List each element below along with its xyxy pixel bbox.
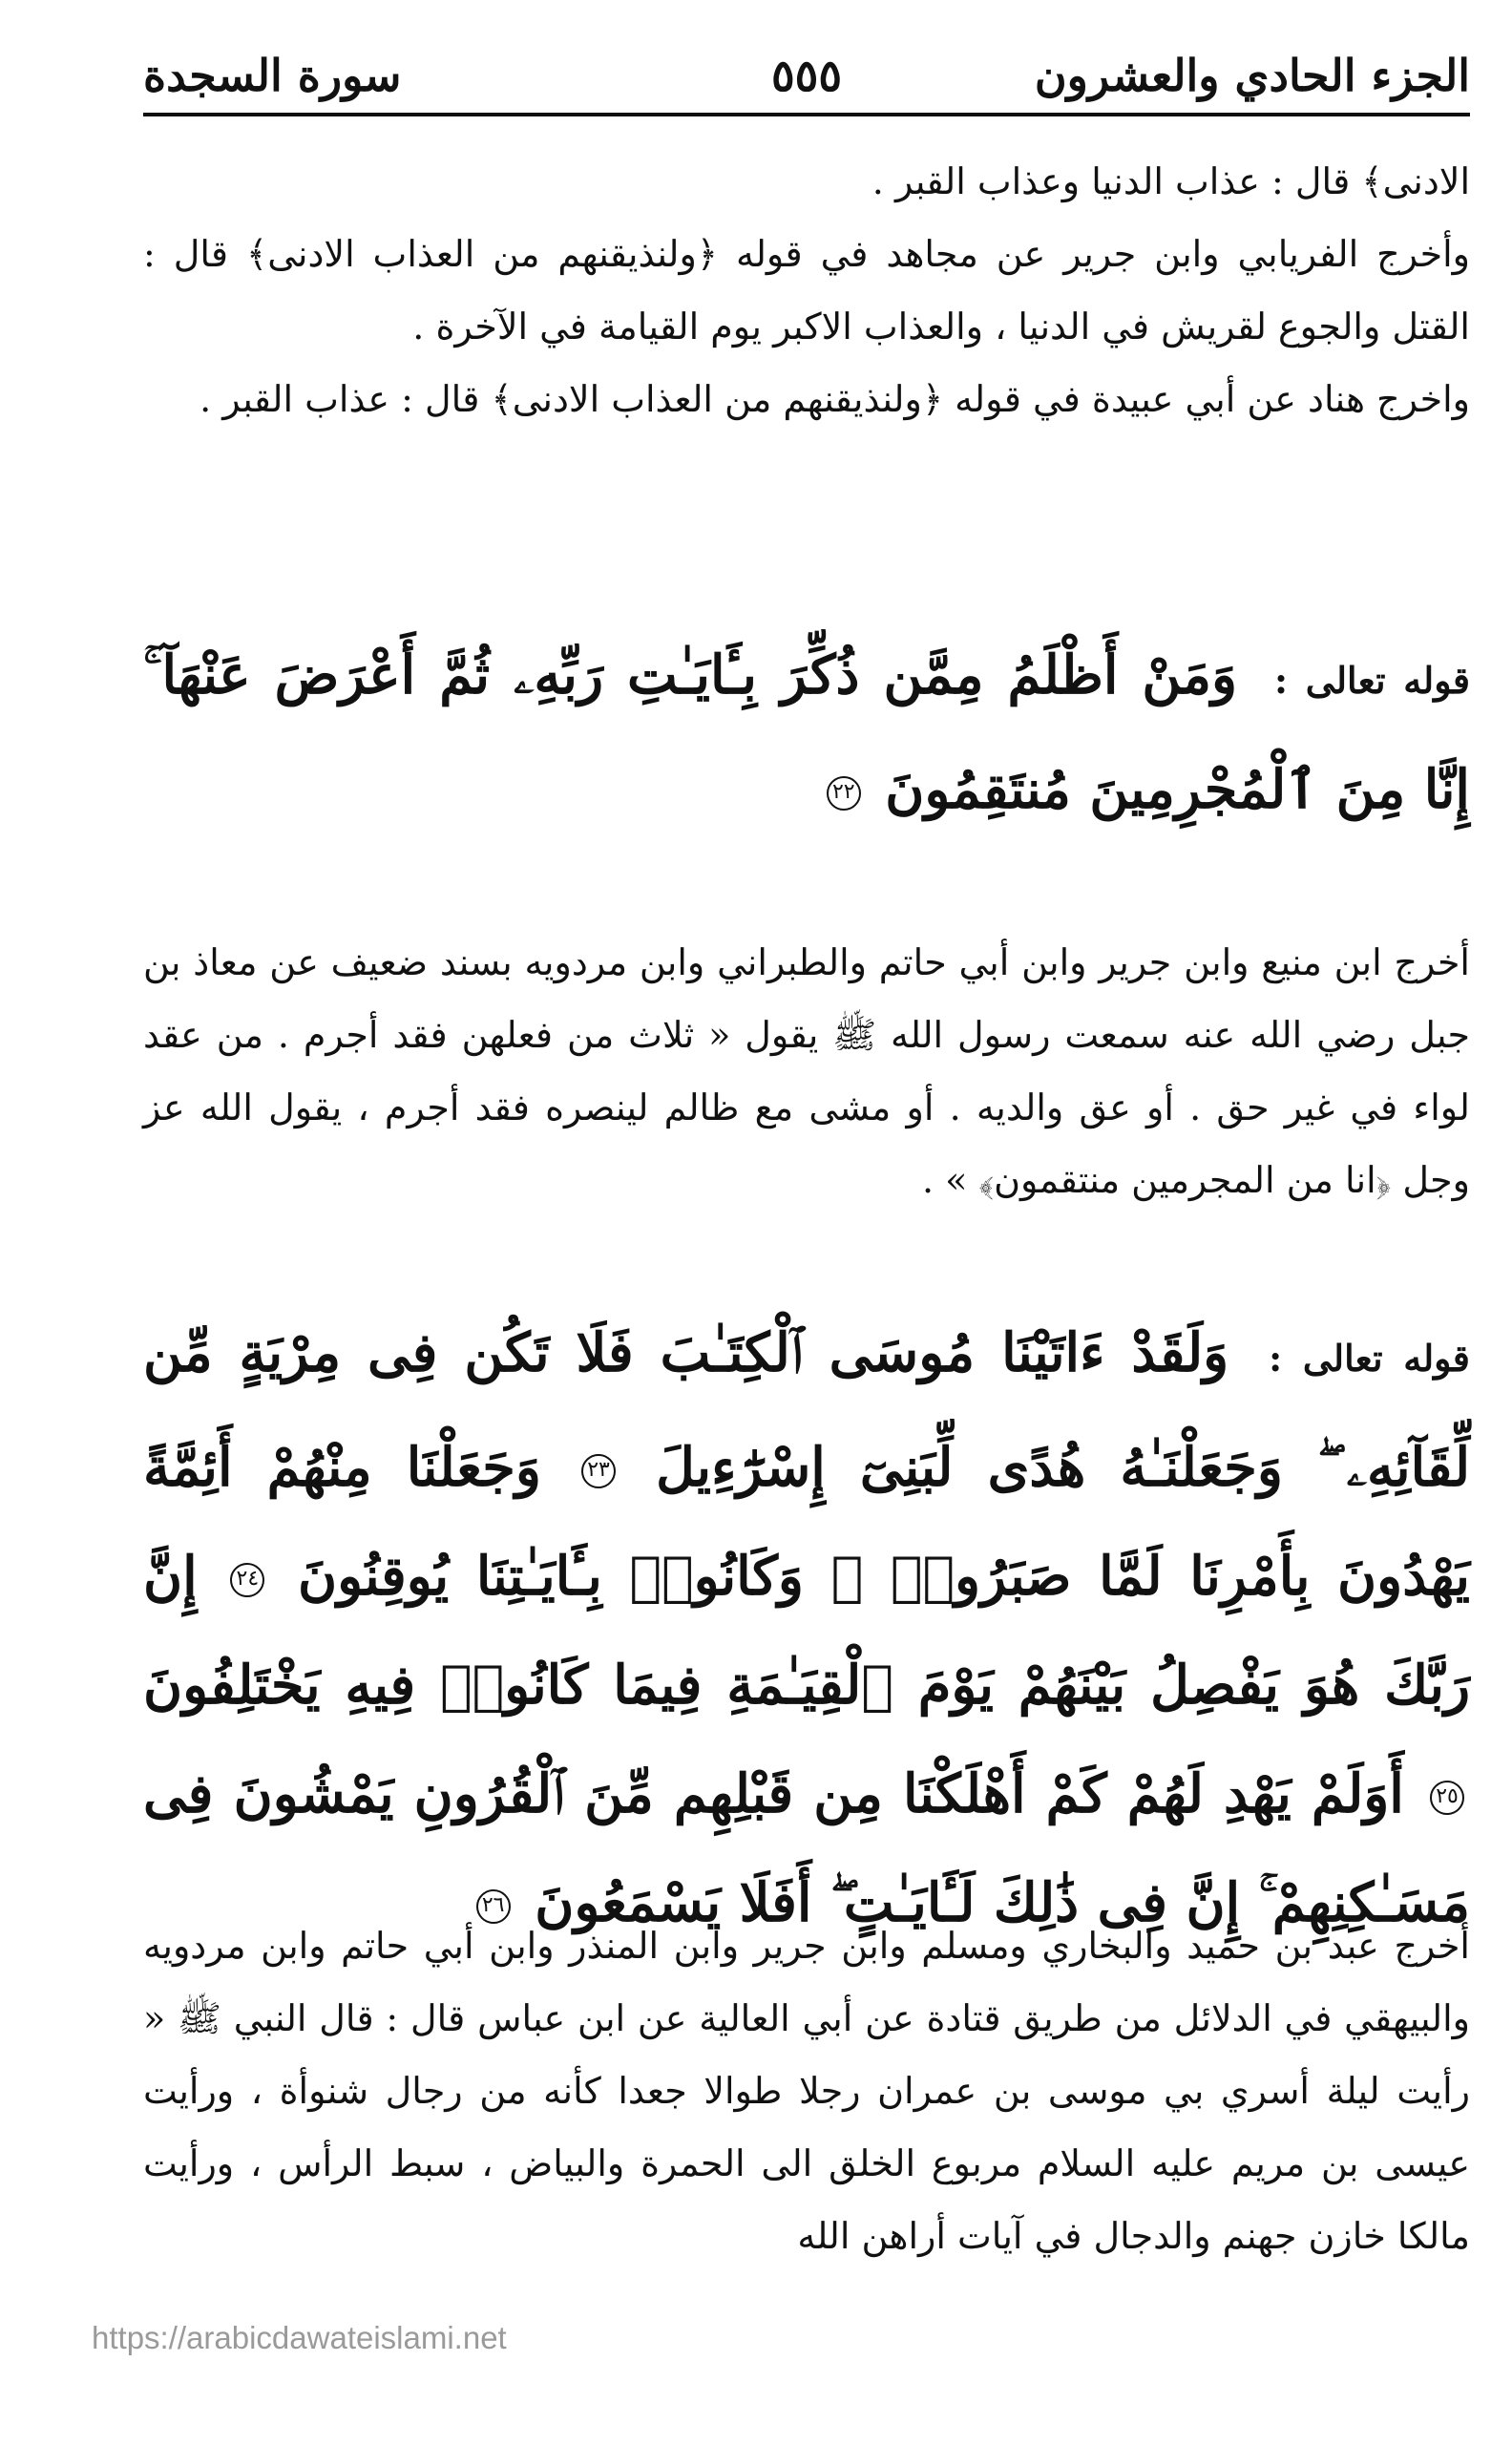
commentary-paragraph: الادنى﴾ قال : عذاب الدنيا وعذاب القبر . xyxy=(872,160,1470,202)
quran-verse-block-1 xyxy=(143,621,1470,844)
verse-text: وَلَقَدْ ءَاتَيْنَا مُوسَى ٱلْكِتَـٰبَ فَلَا تَكُن فِى مِرْيَةٍ مِّن لِّقَآئِهِۦ ۖ وَجَعَلْنَـٰهُ هُدًى لِّبَنِىٓ إِسْرَٰٓءِيلَ xyxy=(143,1321,1471,1499)
commentary-block-3 xyxy=(143,1909,1470,2272)
watermark-url: https://arabicdawateislami.net xyxy=(92,2320,507,2355)
commentary-paragraph: أخرج عبد بن حميد والبخاري ومسلم وابن جرير وابن المنذر وابن أبي حاتم وابن مردويه والبيهقي في الدلائل من طريق قتادة عن أبي العالية عن ابن عباس قال : قال النبي ﷺ « رأيت ليلة أسري بي موسى بن عمران رجلا طوالا جعدا كأنه من رجال شنوأة ، ورأيت عيسى بن مريم عليه السلام مربوع الخلق الى الحمرة والبياض ، سبط الرأس ، ورأيت مالكا خازن جهنم والدجال في آيات أراهن الله xyxy=(143,1925,1470,2257)
commentary-paragraph: واخرج هناد عن أبي عبيدة في قوله ﴿ولنذيقنهم من العذاب الادنى﴾ قال : عذاب القبر . xyxy=(200,378,1470,420)
surah-title: سورة السجدة xyxy=(143,50,402,101)
quran-verse-block-2 xyxy=(143,1298,1470,1957)
verse-text: أَوَلَمْ يَهْدِ لَهُمْ كَمْ أَهْلَكْنَا مِن قَبْلِهِم مِّنَ ٱلْقُرُونِ يَمْشُونَ فِى مَسَـٰكِنِهِمْ ۚ إِنَّ فِى ذَٰلِكَ لَـَٔايَـٰتٍ ۖ أَفَلَا يَسْمَعُونَ xyxy=(143,1762,1470,1934)
verse-intro: قوله تعالى : xyxy=(1269,1337,1470,1380)
ayah-number-marker: ٢٢ xyxy=(827,776,861,811)
page-number: ٥٥٥ xyxy=(770,50,843,101)
verse-text: وَمَنْ أَظْلَمُ مِمَّن ذُكِّرَ بِـَٔايَـٰتِ رَبِّهِۦ ثُمَّ أَعْرَضَ عَنْهَآ ۚ إِنَّا مِنَ ٱلْمُجْرِمِينَ مُنتَقِمُونَ xyxy=(143,643,1470,821)
commentary-paragraph: وأخرج الفريابي وابن جرير عن مجاهد في قوله ﴿ولنذيقنهم من العذاب الادنى﴾ قال : القتل والجوع لقريش في الدنيا ، والعذاب الاكبر يوم القيامة في الآخرة . xyxy=(143,233,1470,348)
ayah-number-marker: ٢٦ xyxy=(476,1889,511,1924)
commentary-paragraph: أخرج ابن منيع وابن جرير وابن أبي حاتم والطبراني وابن مردويه بسند ضعيف عن معاذ بن جبل رضي الله عنه سمعت رسول الله ﷺ يقول « ثلاث من فعلهن فقد أجرم . من عقد لواء في غير حق . أو عق والديه . أو مشى مع ظالم لينصره فقد أجرم ، يقول الله عز وجل ﴿انا من المجرمين منتقمون﴾ » . xyxy=(143,941,1470,1201)
book-page xyxy=(143,38,1470,2406)
juz-title: الجزء الحادي والعشرون xyxy=(1034,50,1470,101)
ayah-number-marker: ٢٤ xyxy=(230,1563,264,1597)
verse-text: وَجَعَلْنَا مِنْهُمْ أَئِمَّةً يَهْدُونَ بِأَمْرِنَا لَمَّا صَبَرُوا۟ ۖ وَكَانُوا۟ بِـَٔايَـٰتِنَا يُوقِنُونَ xyxy=(143,1436,1471,1608)
page-header xyxy=(143,38,1470,116)
ayah-number-marker: ٢٥ xyxy=(1430,1781,1464,1815)
commentary-block-2 xyxy=(143,926,1470,1216)
commentary-block-1 xyxy=(143,145,1470,435)
ayah-number-marker: ٢٣ xyxy=(581,1454,616,1488)
verse-text: إِنَّ رَبَّكَ هُوَ يَفْصِلُ بَيْنَهُمْ يَوْمَ ٱلْقِيَـٰمَةِ فِيمَا كَانُوا۟ فِيهِ يَخْتَلِفُونَ xyxy=(143,1545,1470,1717)
verse-intro: قوله تعالى : xyxy=(1274,659,1470,702)
